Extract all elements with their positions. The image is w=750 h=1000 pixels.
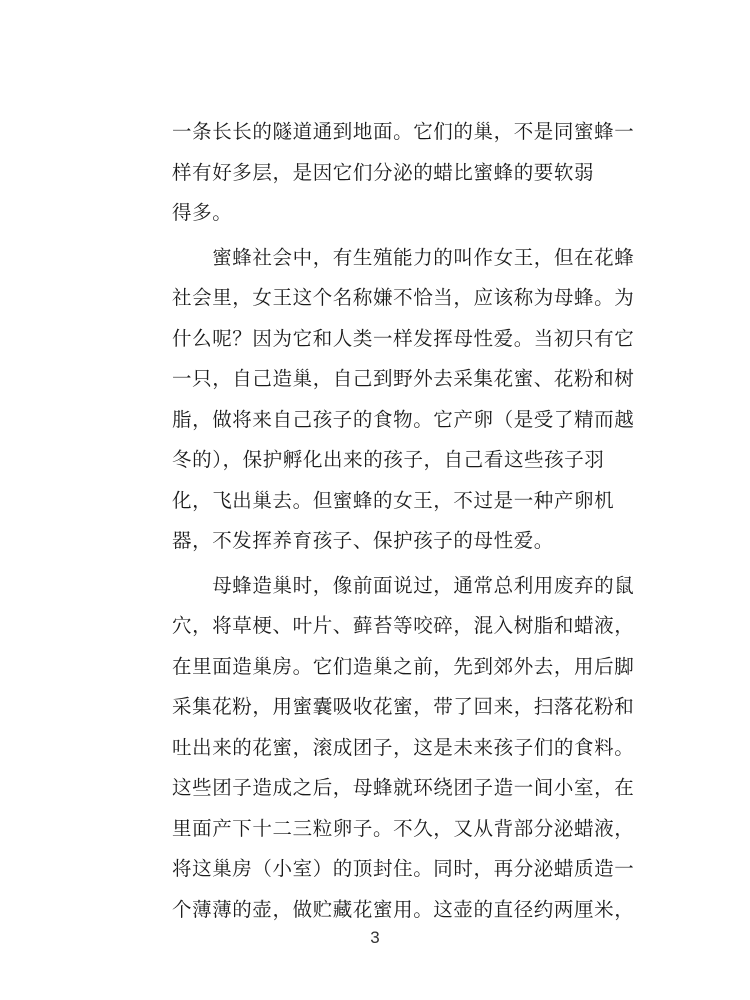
text-line: 什么呢？因为它和人类一样发挥母性爱。当初只有它 bbox=[172, 326, 635, 350]
text-line: 一只，自己造巢，自己到野外去采集花蜜、花粉和树 bbox=[172, 367, 635, 390]
text-line: 在里面造巢房。它们造巢之前，先到郊外去，用后脚 bbox=[172, 654, 635, 678]
text-line: 脂，做将来自己孩子的食物。它产卵（是受了精而越 bbox=[172, 407, 635, 431]
text-line: 化，飞出巢去。但蜜蜂的女王，不过是一种产卵机 bbox=[172, 488, 615, 512]
text-line: 穴，将草梗、叶片、藓苔等咬碎，混入树脂和蜡液， bbox=[172, 614, 635, 637]
text-line: 采集花粉，用蜜囊吸收花蜜，带了回来，扫落花粉和 bbox=[172, 695, 635, 718]
text-line: 社会里，女王这个名称嫌不恰当，应该称为母蜂。为 bbox=[172, 286, 635, 309]
text-line: 母蜂造巢时，像前面说过，通常总利用废弃的鼠 bbox=[172, 573, 635, 597]
body-text bbox=[172, 112, 635, 930]
page-number: 3 bbox=[370, 928, 380, 947]
text-line: 个薄薄的壶，做贮藏花蜜用。这壶的直径约两厘米， bbox=[172, 897, 635, 921]
text-line: 样有好多层，是因它们分泌的蜡比蜜蜂的要软弱 bbox=[172, 160, 595, 184]
text-line: 这些团子造成之后，母蜂就环绕团子造一间小室，在 bbox=[172, 776, 635, 799]
text-line: 得多。 bbox=[172, 201, 233, 224]
text-line: 蜜蜂社会中，有生殖能力的叫作女王，但在花蜂 bbox=[172, 245, 635, 269]
text-line: 里面产下十二三粒卵子。不久，又从背部分泌蜡液， bbox=[172, 816, 635, 840]
text-line: 器，不发挥养育孩子、保护孩子的母性爱。 bbox=[172, 529, 554, 552]
text-line: 吐出来的花蜜，滚成团子，这是未来孩子们的食料。 bbox=[172, 735, 635, 759]
text-line: 将这巢房（小室）的顶封住。同时，再分泌蜡质造一 bbox=[172, 857, 635, 880]
text-line: 冬的），保护孵化出来的孩子，自己看这些孩子羽 bbox=[172, 448, 605, 471]
text-line: 一条长长的隧道通到地面。它们的巢，不是同蜜蜂一 bbox=[172, 120, 635, 143]
